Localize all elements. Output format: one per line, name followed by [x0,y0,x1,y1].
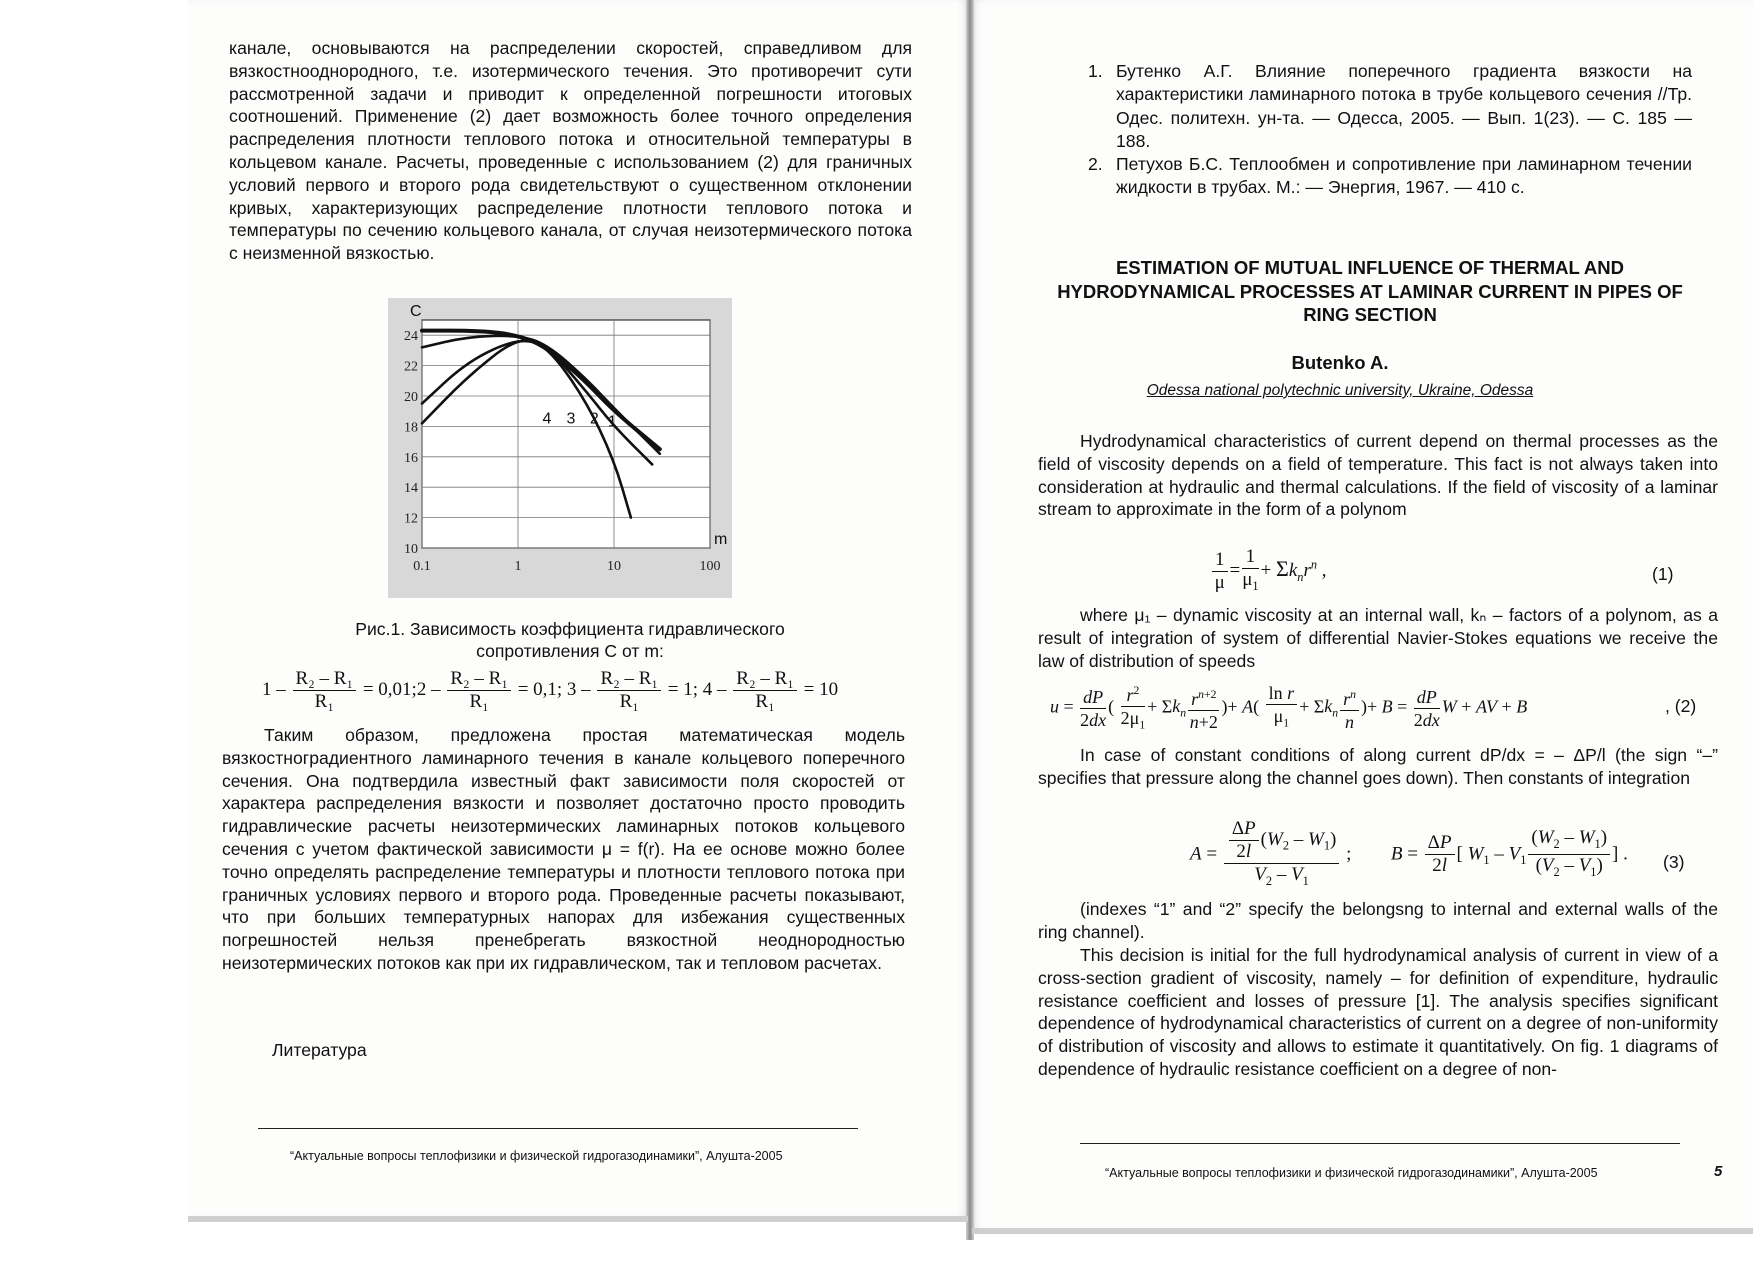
resistance-coefficient-chart [388,298,732,598]
series-label: 3 [566,410,576,428]
y-tick-label: 22 [404,359,418,375]
equation-number: (1) [1652,564,1674,584]
reference-text: Бутенко А.Г. Влияние поперечного градиента вязкости на характеристики ламинарного потока в трубе кольцевого сечения //Тр. Одес. политехн. ун-та. — Одесса, 2005. — Вып. 1(23). — С. 185 — 188. [1116,61,1692,151]
y-tick-label: 10 [404,542,418,557]
x-tick-label: 10 [607,559,621,574]
reference-number: 1. [1088,61,1103,81]
author-name: Butenko A. [1291,352,1389,373]
body-paragraph: This decision is initial for the full hydrodynamical analysis of current in view of a cross-section gradient of viscosity, namely – for definition of expenditure, hydraulic resistance coefficient and losses of pressure [1]. The analysis specifies significant dependence of hydrodynamical characteristics of current on a degree of non-uniformity of distribution of viscosity and allows to estimate it quantitatively. On fig. 1 diagrams of dependence of hydraulic resistance coefficient on a degree of non- [1038,945,1718,1079]
caption-line: сопротивления С от m: [476,641,664,661]
scan-margin [0,0,186,1275]
caption-line: Рис.1. Зависимость коэффициента гидравлического [355,619,785,639]
body-paragraph: In case of constant conditions of along current dP/dx = – ΔP/l (the sign “–” specifies that pressure along the channel goes down). Then constants of integration [1038,745,1718,788]
figure-caption [300,618,840,662]
formula-text: = 0,01;2 – [362,678,441,700]
reference-item [1088,153,1692,200]
reference-item [1088,60,1692,153]
fraction: $\frac{\text{R₂ – R₁}}{\text{R₁}}$ [733,668,797,713]
footer-rule [1080,1143,1680,1144]
affiliation: Odessa national polytechnic university, Ukraine, Odessa [1146,382,1534,399]
body-paragraph: (indexes “1” and “2” specify the belongsng to internal and external walls of the ring channel). [1038,899,1718,942]
reference-list [1088,60,1692,200]
body-paragraph: Hydrodynamical characteristics of current depend on thermal processes as the field of viscosity depends on a field of temperature. This fact is not always taken into consideration at hydraulic and thermal calculations. If the field of viscosity of a laminar stream to approximate in the form of a polynom [1038,431,1718,520]
x-axis-label: m [714,531,728,548]
page-edge [188,1216,968,1222]
book-gutter [966,0,974,1240]
formula-text: = 1; 4 – [667,678,727,700]
y-tick-label: 20 [404,390,418,405]
x-tick-label: 0.1 [413,559,431,574]
x-tick-label: 1 [514,559,522,574]
equation-number: , (2) [1665,696,1697,716]
reference-text: Петухов Б.С. Теплообмен и сопротивление при ламинарном течении жидкости в трубах. М.: — Энергия, 1967. — 410 с. [1116,154,1692,198]
ratio-formula [262,668,922,724]
page-edge [972,1228,1753,1234]
equation-1: $\frac{1}{\mu}$ = $\frac{1}{\mu_1}$ + $\Sigma k_nr^n$ , [1210,546,1327,597]
y-tick-label: 24 [404,329,418,345]
fraction: $\frac{\text{R₂ – R₁}}{\text{R₁}}$ [447,668,511,713]
literature-heading: Литература [272,1040,367,1060]
plot-area [422,320,710,548]
series-label: 4 [542,410,552,428]
y-tick-label: 16 [404,450,418,466]
formula-text: 1 – [262,678,286,700]
page-number: 5 [1714,1163,1723,1180]
series-label: 1 [607,413,617,431]
fraction: $\frac{\text{R₂ – R₁}}{\text{R₁}}$ [597,668,661,713]
body-paragraph: канале, основываются на распределении скоростей, справедливом для вязкостнооднородного, т.е. изотермического течения. Это противоречит сути рассмотренной задачи и приводит к определенной погрешности итоговых соотношений. Применение (2) дает возможность более точного определения распределения плотности теплового потока и относительной температуры в кольцевом канале. Расчеты, проведенные с использованием (2) для граничных условий первого и второго рода свидетельствуют о существенном отклонении кривых, характеризующих распределение плотности теплового потока и температуры по сечению кольцевого канала, от случая неизотермического потока с неизменной вязкостью. [229,38,912,264]
series-label: 2 [589,410,599,428]
body-paragraph: Таким образом, предложена простая математическая модель вязкостноградиентного ламинарного течения в канале кольцевого поперечного сечения. Она подтвердила известный факт зависимости поля скоростей от характера распределения вязкости и позволяет достаточно просто проводить гидравлические расчеты неизотермических ламинарных потоков кольцевого сечения с учетом фактической зависимости μ = f(r). На ее основе можно более точно определять распределение температуры и плотности теплового потока при граничных условиях первого и второго рода. Проведенные расчеты показывают, что при больших температурных напорах для избежания существенных погрешностей нельзя пренебрегать вязкостной неоднородностью неизотермических потоков как при их гидравлическом, так и тепловом расчетах. [222,725,905,973]
page-footer: “Актуальные вопросы теплофизики и физической гидрогазодинамики”, Алушта-2005 [1105,1166,1598,1180]
article-title: ESTIMATION OF MUTUAL INFLUENCE OF THERMAL AND HYDRODYNAMICAL PROCESSES AT LAMINAR CURRENT IN PIPES OF RING SECTION [1057,257,1683,325]
y-tick-label: 18 [404,420,418,436]
body-paragraph: where μ₁ – dynamic viscosity at an internal wall, kₙ – factors of a polynom, as a result of integration of system of differential Navier-Stokes equations we receive the law of distribution of speeds [1038,605,1718,671]
formula-text: = 0,1; 3 – [517,678,591,700]
reference-number: 2. [1088,154,1103,175]
y-tick-label: 12 [404,511,418,527]
page-footer: “Актуальные вопросы теплофизики и физической гидрогазодинамики”, Алушта-2005 [290,1149,783,1163]
equation-number: (3) [1663,852,1685,872]
y-axis-label: C [410,303,422,320]
equation-2: u = $\frac{dP}{2dx}$ ( $\frac{r^2}{2\mu_1}$ + $\Sigma k_n$ $\frac{r^{n+2}}{n+2}$ )+ A( $\frac{\text{ln r}}{\mu_1}$ + $\Sigma k_n$ $\frac{r^n}{n}$ )+ B = $\frac{dP}{2dx}$ W + AV + B [1050,680,1527,737]
formula-text: = 10 [803,678,839,700]
x-tick-label: 100 [699,559,721,574]
footer-rule [258,1128,858,1129]
y-tick-label: 14 [404,481,418,497]
equation-3: A = $\frac{\Delta P}{2l}$ $(W_2 - W_1)$ $V_2 - V_1$ ; B = $\frac{\Delta P}{2l}$ [ $W_1 - V_1$ $\frac{(W_2 - W_1)}{(V_2 - V_1)}$ ] . [1190,818,1628,888]
fraction: $\frac{\text{R₂ – R₁}}{\text{R₁}}$ [293,668,357,713]
